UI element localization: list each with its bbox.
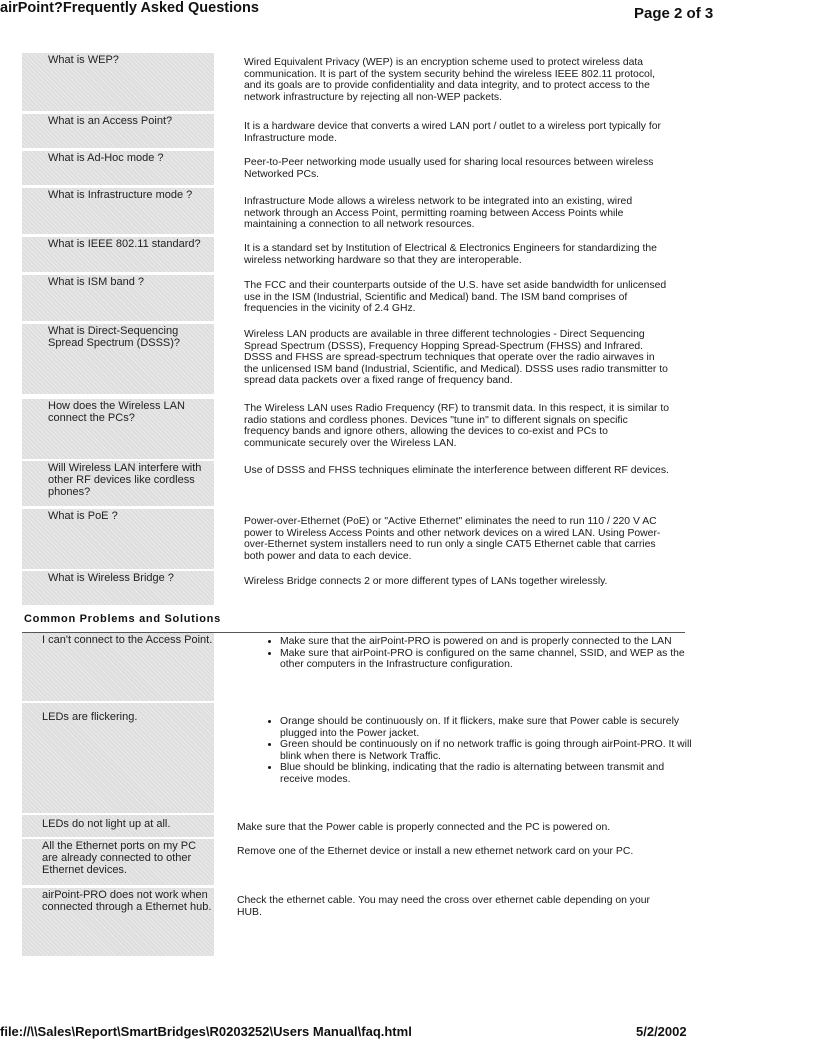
faq-question: What is an Access Point?: [22, 114, 214, 148]
faq-answer: Infrastructure Mode allows a wireless network to be integrated into an existing, wired network through an Access Point, permitting roaming between Access Points while maintaining a connection to all network resources.: [244, 196, 633, 230]
file-path: file://\\Sales\Report\SmartBridges\R0203252\Users Manual\faq.html: [0, 1024, 412, 1039]
solution-bullet: • Green should be continuously on if no network traffic is going through airPoint-PRO. It will blink when there is Network Traffic.: [280, 739, 700, 762]
solution-bullet: • Make sure that the airPoint-PRO is powered on and is properly connected to the LAN: [280, 636, 700, 648]
faq-question: What is ISM band ?: [22, 275, 214, 321]
faq-question: How does the Wireless LAN connect the PCs?: [22, 399, 214, 459]
solution-bullet: • Orange should be continuously on. If it flickers, make sure that Power cable is securely plugged into the Power jacket.: [280, 716, 700, 739]
faq-answer: Power-over-Ethernet (PoE) or "Active Ethernet" eliminates the need to run 110 / 220 V AC power to Wireless Access Points and other network devices on a wired LAN. Using Power-over-Ethernet system installers need to run only a single CAT5 Ethernet cable that carries both power and data to each device.: [244, 516, 661, 562]
problem-label: LEDs do not light up at all.: [22, 815, 214, 837]
faq-answer: Wired Equivalent Privacy (WEP) is an encryption scheme used to protect wireless data communication. It is part of the system security behind the wireless IEEE 802.11 protocol, and its goals are to provide confidentiality and data integrity, and to protect access to the network infrastructure by rejecting all non-WEP packets.: [244, 57, 656, 103]
problem-label: airPoint-PRO does not work when connected through a Ethernet hub.: [22, 888, 214, 956]
faq-answer: It is a hardware device that converts a wired LAN port / outlet to a wireless port typically for Infrastructure mode.: [244, 121, 661, 144]
faq-question: What is IEEE 802.11 standard?: [22, 237, 214, 272]
page-number: Page 2 of 3: [634, 5, 714, 22]
problem-label: All the Ethernet ports on my PC are already connected to other Ethernet devices.: [22, 839, 214, 885]
faq-answer: Wireless LAN products are available in three different technologies - Direct Sequencing Spread Spectrum (DSSS), Frequency Hopping Spread-Spectrum (FHSS) and Infrared. DSSS and FHSS are spread-spectrum techniques that operate over the radio airwaves in the unlicensed ISM band (Industrial, Scientific, and Medical). DSSS uses radio transmitter to spread data packets over a fixed range of frequency band.: [244, 329, 668, 387]
faq-question: What is Ad-Hoc mode ?: [22, 151, 214, 185]
solution-text: Remove one of the Ethernet device or install a new ethernet network card on your PC.: [237, 846, 634, 857]
faq-question: What is Infrastructure mode ?: [22, 188, 214, 234]
faq-answer: Peer-to-Peer networking mode usually used for sharing local resources between wireless Networked PCs.: [244, 157, 654, 180]
problem-label: LEDs are flickering.: [22, 703, 214, 813]
faq-question: What is WEP?: [22, 53, 214, 111]
solution-text: Check the ethernet cable. You may need the cross over ethernet cable depending on your HUB.: [237, 895, 651, 918]
solution-list: [262, 716, 700, 786]
solution-list: [262, 636, 700, 671]
faq-question: What is Wireless Bridge ?: [22, 571, 214, 605]
faq-answer: The Wireless LAN uses Radio Frequency (RF) to transmit data. In this respect, it is similar to radio stations and cordless phones. Devices "tune in" to different signals on specific frequency bands and ignore others, allowing the devices to co-exist and PCs to communicate securely over the Wireless LAN.: [244, 403, 670, 449]
faq-question: Will Wireless LAN interfere with other RF devices like cordless phones?: [22, 461, 214, 506]
faq-answer: Use of DSSS and FHSS techniques eliminate the interference between different RF devices.: [244, 465, 669, 476]
faq-question: What is Direct-Sequencing Spread Spectrum (DSSS)?: [22, 324, 214, 394]
solution-bullet: • Make sure that airPoint-PRO is configured on the same channel, SSID, and WEP as the other computers in the Infrastructure configuration.: [280, 648, 700, 671]
solution-bullet: • Blue should be blinking, indicating that the radio is alternating between transmit and receive modes.: [280, 762, 700, 785]
document-title: airPoint?Frequently Asked Questions: [0, 0, 259, 16]
faq-answer: It is a standard set by Institution of Electrical & Electronics Engineers for standardizing the wireless networking hardware so that they are interoperable.: [244, 243, 657, 266]
problem-label: I can't connect to the Access Point.: [22, 633, 214, 701]
solution-text: Make sure that the Power cable is properly connected and the PC is powered on.: [237, 822, 611, 833]
faq-answer: Wireless Bridge connects 2 or more different types of LANs together wirelessly.: [244, 576, 608, 587]
faq-answer: The FCC and their counterparts outside of the U.S. have set aside bandwidth for unlicensed use in the ISM (Industrial, Scientific and Medical) band. The ISM band comprises of frequencies in the vicinity of 2.4 GHz.: [244, 280, 667, 315]
faq-question: What is PoE ?: [22, 509, 214, 569]
print-date: 5/2/2002: [636, 1024, 687, 1039]
section-heading: Common Problems and Solutions: [24, 613, 221, 625]
